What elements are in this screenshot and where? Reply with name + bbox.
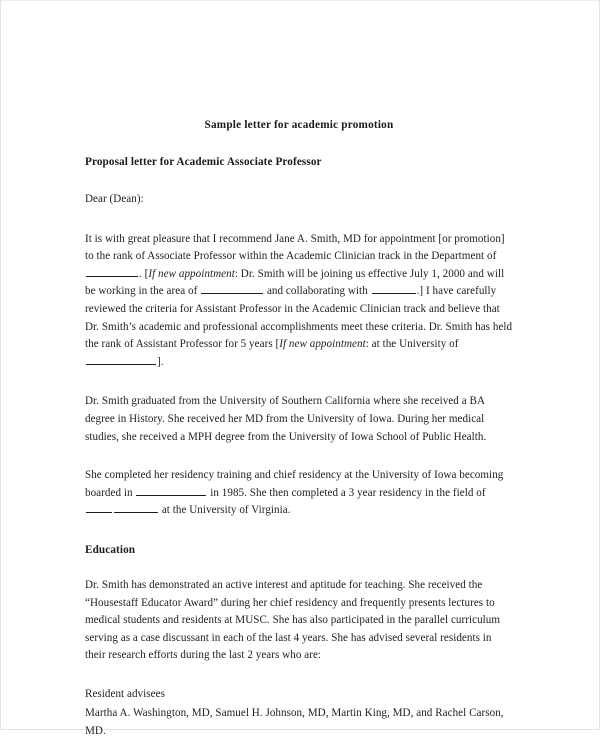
paragraph-education-background: Dr. Smith graduated from the University of Southern California where she received a BA degree in History. She received her MD from the University of Iowa. During her medical studies, she received a MPH degree from the University of Iowa School of Public Health.: [85, 395, 487, 443]
residency-text-1: She completed her residency training and chief residency at the University of Iowa becoming boarded in: [85, 469, 504, 499]
salutation: Dear (Dean):: [85, 193, 144, 205]
blank-department: [86, 267, 138, 277]
paragraph-recommendation: [85, 209, 513, 372]
recommendation-text-5: .] I have carefully reviewed the criteria for Assistant Professor in the Academic Clinician track and believe that Dr. Smith’s academic and professional accomplishments meet these criteria. Dr. Smith has held the rank of Assistant Professor for 5 years [: [85, 285, 513, 351]
italic-if-new-appointment-2: If new appointment: [279, 338, 366, 351]
resident-advisees-list: Martha A. Washington, MD, Samuel H. Johnson, MD, Martin King, MD, and Rachel Carson, MD.: [85, 707, 504, 738]
proposal-heading: Proposal letter for Academic Associate Professor: [85, 156, 322, 168]
blank-collaborator: [372, 284, 416, 294]
blank-university: [86, 355, 156, 365]
recommendation-text-2: . [: [139, 267, 149, 280]
blank-residency-field-1: [86, 503, 112, 513]
blank-area: [201, 284, 263, 294]
recommendation-text-3: : Dr. Smith will be joining us effective July 1, 2000 and will be working in the area of: [85, 267, 505, 298]
recommendation-text-1: It is with great pleasure that I recommend Jane A. Smith, MD for appointment [or promotion] to the rank of Associate Professor within the Academic Clinician track in the Department of: [85, 232, 505, 263]
italic-if-new-appointment-1: If new appointment: [148, 267, 235, 280]
recommendation-text-6: : at the University of: [365, 338, 459, 351]
recommendation-text-7: ].: [157, 355, 164, 368]
recommendation-text-4: and collaborating with: [264, 285, 371, 298]
residency-text-3: at the University of Virginia.: [159, 504, 291, 517]
education-section-heading: Education: [85, 543, 136, 556]
blank-residency-field-2: [114, 503, 158, 513]
document-body: [85, 1, 513, 741]
page-title: Sample letter for academic promotion: [204, 119, 394, 131]
paragraph-residency: [85, 446, 513, 520]
blank-board-specialty: [136, 486, 206, 496]
resident-advisees-label: Resident advisees: [85, 687, 165, 700]
paragraph-teaching: Dr. Smith has demonstrated an active interest and aptitude for teaching. She received the “Housestaff Educator Award” during her chief residency and frequently presents lectures to medical students and residents at MUSC. She has also participated in the parallel curriculum serving as a case discussant in each of the last 4 years. She has advised several residents in their research efforts during the last 2 years who are:: [85, 578, 501, 662]
residency-text-2: in 1985. She then completed a 3 year residency in the field of: [207, 486, 486, 499]
